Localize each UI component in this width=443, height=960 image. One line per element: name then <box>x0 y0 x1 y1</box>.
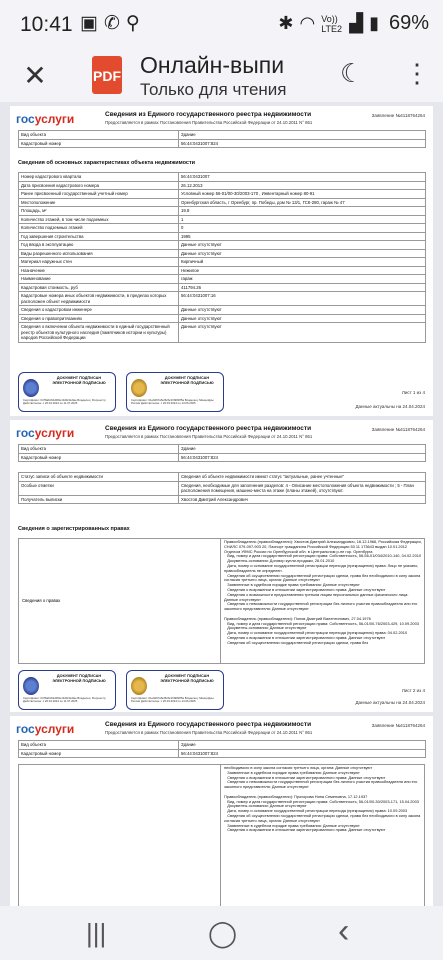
battery-icon: ▮ <box>369 13 379 33</box>
table-row <box>19 314 426 323</box>
volte-icon: Vo)) LTE2 <box>321 13 343 34</box>
sim-icon: ▣ <box>80 13 98 34</box>
table-row <box>19 266 426 275</box>
row-value: Данные отсутствуют <box>179 241 426 250</box>
row-label: Площадь, м² <box>19 207 179 216</box>
table-row <box>19 323 426 343</box>
row-label: Сведения о кадастровом инженере <box>19 306 179 315</box>
row-label: Сведения о включении объекта недвижимости в единый государственный реестр объектов культурного наследия (памятников истории и культуры) народов Российской Федерации <box>19 323 179 343</box>
row-label: Кадастровые номера иных объектов недвижимости, в пределах которых расположен объект недвижимости <box>19 292 179 306</box>
row-label: Особые отметки <box>19 481 179 495</box>
object-table: Вид объекта Здание Кадастровый номер 56:44:0431007:824 <box>18 444 426 462</box>
row-value: гараж <box>179 275 426 284</box>
table-row <box>19 173 426 182</box>
document-title: Онлайн-выпи <box>140 52 285 78</box>
row-value: Сведения, необходимые для заполнения разделов: 4 - Описание местоположения объекта недвижимости ; 5 - План расположения помещения, машино-места на этаже (планы этажей), отсутствуют. <box>179 481 426 495</box>
row-value: 26.12.2013 <box>179 181 426 190</box>
table-row <box>19 224 426 233</box>
table-row <box>19 215 426 224</box>
row-value: Хвостов Дмитрий Александрович <box>179 495 426 504</box>
viewer-toolbar <box>0 50 443 102</box>
document-subtitle: Только для чтения <box>140 80 287 99</box>
signature-stamp-rosreestr: ДОКУМЕНТ ПОДПИСАН ЭЛЕКТРОННОЙ ПОДПИСЬЮ Сертификат: 0478a6c62d0f0e13d9c3e9ae Владелец: Росреестр Действителен: с 20.04.2024 по 11.07.2025 <box>18 670 116 710</box>
row-value: 19.8 <box>179 207 426 216</box>
gosuslugi-logo: госуслуги <box>16 112 75 126</box>
page-number: Лист 2 из 4 <box>401 688 425 693</box>
statement-number: Заявление №4118764264 <box>371 723 425 728</box>
dark-mode-icon[interactable]: ☾ <box>340 58 364 88</box>
section-main-title: Сведения об основных характеристиках объекта недвижимости <box>18 160 196 166</box>
table-row <box>19 258 426 267</box>
row-value: Сведения об объекте недвижимости имеют статус "актуальные, ранее учтенные" <box>179 473 426 482</box>
pdf-page-2 <box>10 420 433 712</box>
back-button[interactable]: ‹ <box>338 912 350 950</box>
row-value: 1995 <box>179 232 426 241</box>
pdf-page-3 <box>10 716 433 906</box>
row-label: Количество этажей, в том числе подземных <box>19 215 179 224</box>
emblem-icon <box>23 379 39 397</box>
table-row <box>19 275 426 284</box>
phone-icon: ✆ <box>103 13 120 34</box>
row-label: Год ввода в эксплуатацию <box>19 241 179 250</box>
row-label: Получатель выписки <box>19 495 179 504</box>
section-rights-title: Сведения о зарегистрированных правах <box>18 526 130 532</box>
page-number: Лист 1 из 4 <box>401 390 425 395</box>
table-row <box>19 481 426 495</box>
actual-date: Данные актуальны на 24.04.2024 <box>355 700 425 705</box>
row-label: Кадастровая стоимость, руб <box>19 283 179 292</box>
table-row <box>19 241 426 250</box>
row-value: Данные отсутствуют <box>179 323 426 343</box>
rights-label: Сведения о правах <box>22 598 61 603</box>
row-label: Номер кадастрового квартала <box>19 173 179 182</box>
gosuslugi-logo: госуслуги <box>16 722 75 736</box>
table-row <box>19 495 426 504</box>
row-value: 1 <box>179 215 426 224</box>
rights-label-cell <box>18 764 221 906</box>
row-label: Сведения о правопритязаниях <box>19 314 179 323</box>
row-value: Условный номер 56-01/00-30/2003-170 , Инвентарный номер 80-91 <box>179 190 426 199</box>
main-characteristics-table <box>18 172 426 343</box>
close-icon[interactable]: ✕ <box>23 60 47 91</box>
status-icons-right <box>278 12 429 35</box>
pdf-viewer[interactable] <box>0 102 443 906</box>
row-value: 0 <box>179 224 426 233</box>
status-bar <box>0 0 443 50</box>
more-options-icon[interactable]: ⋮ <box>404 58 430 88</box>
doc-subheader: Предоставляется в рамках Постановления Правительства Российской Федерации от 24.10.2011 N° 861 <box>105 730 313 735</box>
row-value: Нежилое <box>179 266 426 275</box>
pdf-file-icon: PDF <box>92 56 122 94</box>
row-value: 56:44:0431007 <box>179 173 426 182</box>
status-table <box>18 472 426 504</box>
table-row <box>19 283 426 292</box>
doc-subheader: Предоставляется в рамках Постановления Правительства Российской Федерации от 24.10.2011 N° 861 <box>105 434 313 439</box>
statement-number: Заявление №4118764264 <box>371 427 425 432</box>
pdf-page-1 <box>10 106 433 416</box>
signature-stamp-rosreestr: ДОКУМЕНТ ПОДПИСАН ЭЛЕКТРОННОЙ ПОДПИСЬЮ Сертификат: 0478a6c62d0f0e13d9c3e9ae Владелец: Росреестр Действителен: с 20.04.2024 по 11.07.2025 <box>18 372 116 412</box>
gosuslugi-logo: госуслуги <box>16 426 75 440</box>
row-value: Оренбургская область, г Оренбург, пр. Победы, дом № 13/1, ГСК-280, гараж № 47 <box>179 198 426 207</box>
row-value: 56:44:0431007:16 <box>179 292 426 306</box>
row-label: Год завершения строительства <box>19 232 179 241</box>
row-value: Данные отсутствуют <box>179 249 426 258</box>
doc-header: Сведения из Единого государственного реестра недвижимости <box>105 111 312 118</box>
signature-stamp-mincifry: ДОКУМЕНТ ПОДПИСАН ЭЛЕКТРОННОЙ ПОДПИСЬЮ Сертификат: 01e0d97a5ef62bc1f4982ff5a Владелец: Минцифры России Действителен: с 20.03.2024 по 13.06.2025 <box>126 670 224 710</box>
table-row <box>19 306 426 315</box>
row-label: Назначение <box>19 266 179 275</box>
signature-stamp-mincifry: ДОКУМЕНТ ПОДПИСАН ЭЛЕКТРОННОЙ ПОДПИСЬЮ Сертификат: 01e0d97a5ef62bc1f4982ff5a Владелец: Минцифры России Действителен: с 20.03.2024 по 13.06.2025 <box>126 372 224 412</box>
wifi-icon: ◠ <box>299 13 316 33</box>
row-value: Кирпичный <box>179 258 426 267</box>
actual-date: Данные актуальны на 24.04.2024 <box>355 404 425 409</box>
emblem-icon <box>131 379 147 397</box>
table-row <box>19 473 426 482</box>
row-label: Наименование <box>19 275 179 284</box>
table-row <box>19 207 426 216</box>
row-value: Данные отсутствуют <box>179 306 426 315</box>
table-row <box>19 232 426 241</box>
recents-button[interactable]: ||| <box>86 918 107 948</box>
row-label: Местоположение <box>19 198 179 207</box>
clock: 10:41 <box>20 13 73 36</box>
status-icons-left <box>80 12 140 35</box>
row-label: Ранее присвоенный государственный учетный номер <box>19 190 179 199</box>
emblem-icon <box>131 677 147 695</box>
row-label: Статус записи об объекте недвижимости <box>19 473 179 482</box>
signal-icon: ▟ <box>349 13 364 33</box>
home-button[interactable]: ◯ <box>208 918 238 948</box>
row-label: Материал наружных стен <box>19 258 179 267</box>
doc-header: Сведения из Единого государственного реестра недвижимости <box>105 425 312 432</box>
statement-number: Заявление №4118764264 <box>371 113 425 118</box>
row-label: Количество подземных этажей <box>19 224 179 233</box>
object-table: Вид объекта Здание Кадастровый номер 56:44:0431007:824 <box>18 130 426 148</box>
table-row <box>19 249 426 258</box>
row-label: Виды разрешенного использования <box>19 249 179 258</box>
table-row <box>19 198 426 207</box>
android-nav-bar <box>0 906 443 960</box>
battery-percent: 69% <box>388 12 429 34</box>
table-row <box>19 181 426 190</box>
rights-text-cont: необходимого в силу закона согласия третьего лица, органа: Данные отсутствуют Заявленные в судебном порядке права требования: Данные отсутствуют Сведения о возражении в отношении зарегистрированного права: Данные отсутствуют Сведения о невозможности государственной регистрации без личного участия правообладателя или его законного представителя: Данные отсутствуют Правообладатель (правообладатели): Прохорова Нина Семеновна, 17.12.1937 Вид, номер и дата государственной регистрации права: Собственность, 56-01/00-30/2003-171, 15.04.2003 Документы-основания: Данные отсутствуют Дата, номер и основание государственной регистрации перехода (прекращения) права: 10.09.2003 Сведения об осуществлении государственной регистрации сделки, права без необходимого в силу закона согласия третьего лица, органа: Данные отсутствуют Заявленные в судебном порядке права требования: Данные отсутствуют Сведения о возражении в отношении зарегистрированного права: Данные отсутствуют <box>224 766 421 833</box>
object-table: Вид объекта Здание Кадастровый номер 56:44:0431007:824 <box>18 740 426 758</box>
emblem-icon <box>23 677 39 695</box>
bluetooth-icon: ✱ <box>278 13 294 33</box>
row-label: Дата присвоения кадастрового номера <box>19 181 179 190</box>
rights-text: Правообладатель (правообладатели): Хвостов Дмитрий Александрович, 16.12.1966, Российская Федерация, СНИЛС 079-097-903 20, Паспорт гражданина Российской Федерации 53 11 173643 выдан 10.01.2012 Отделом УФМС России по Оренбургской обл. в Центральном р-не гор. Оренбурга Вид, номер и дата государственной регистрации права: Собственность, 56-56-01/034/2010-140, 04.02.2010 Документы-основания: Договор купли-продажи, 26.01.2010 Дата, номер и основание государственной регистрации перехода (прекращения) права: Лицо не указано, правообладатель не определен. Сведения об осуществлении государственной регистрации сделки, права без необходимого в силу закона согласия третьего лица, органа: Данные отсутствуют Заявленные в судебном порядке права требования: Данные отсутствуют Сведения о возражении в отношении зарегистрированного права: Данные отсутствуют Сведения о возможности предоставления третьим лицам персональных данных физического лица: Данные отсутствуют Сведения о невозможности государственной регистрации без личного участия правообладателя или его законного представителя: Данные отсутствуют Правообладатель (правообладатели): Попов Дмитрий Валентинович, 27.04.1976 Вид, номер и дата государственной регистрации права: Собственность, 56-01/00-76/2003-429, 10.09.2003 Документы-основания: Данные отсутствуют Дата, номер и основание государственной регистрации перехода (прекращения) права: 04.02.2010 Сведения о возражении в отношении зарегистрированного права: Данные отсутствуют Сведения об осуществлении государственной регистрации сделки, права без <box>224 540 422 645</box>
row-value: Данные отсутствуют <box>179 314 426 323</box>
row-value: 411794.26 <box>179 283 426 292</box>
table-row <box>19 190 426 199</box>
search-icon: ⚲ <box>125 13 140 34</box>
table-row <box>19 292 426 306</box>
doc-subheader: Предоставляется в рамках Постановления Правительства Российской Федерации от 24.10.2011 N° 861 <box>105 120 313 125</box>
doc-header: Сведения из Единого государственного реестра недвижимости <box>105 721 312 728</box>
